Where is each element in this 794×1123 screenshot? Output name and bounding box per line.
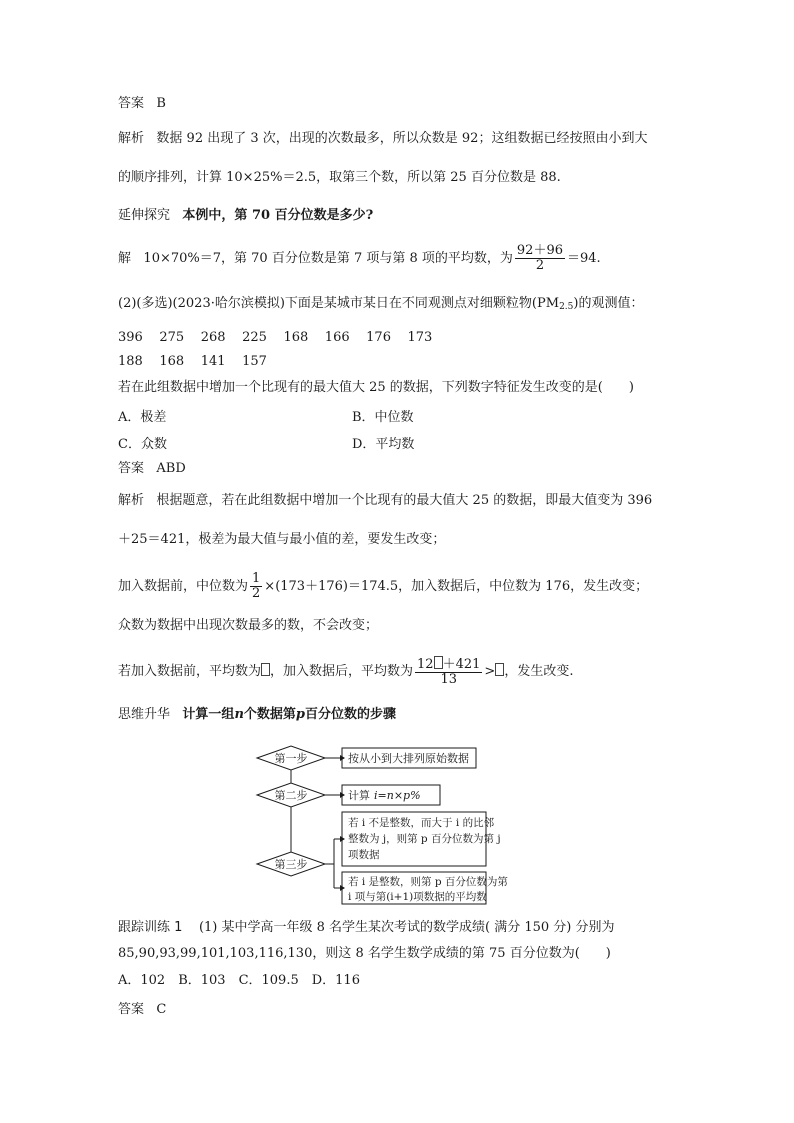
data-value: 168 <box>159 354 185 369</box>
extension-line <box>118 208 373 224</box>
analysis-1-line-2: 的顺序排列，计算 10×25%＝2.5，取第三个数，所以第 25 百分位数是 88. <box>118 170 561 185</box>
option-c: C．众数 <box>118 437 167 452</box>
analysis-2-line-4: 众数为数据中出现次数最多的数，不会改变； <box>118 618 379 633</box>
var-p: p <box>295 707 305 722</box>
box-2-formula: i=n×p% <box>374 789 421 802</box>
fraction-denominator: 2 <box>535 258 545 273</box>
answer-label: 答案 <box>118 1002 145 1017</box>
data-value: 173 <box>407 330 433 345</box>
training-line-1 <box>118 920 615 936</box>
summary-label: 思维升华 <box>118 707 171 722</box>
box-3-line-1: 若 i 不是整数，而大于 i 的比邻 <box>348 817 495 829</box>
fraction-denominator: 2 <box>252 586 261 601</box>
step-2-label: 第二步 <box>274 789 308 802</box>
answer-label: 答案 <box>118 96 145 111</box>
summary-line <box>118 707 396 723</box>
answer-value: C <box>156 1002 167 1017</box>
missing-glyph-icon <box>495 663 504 676</box>
analysis-2-line-1 <box>118 493 652 509</box>
answer-line-3 <box>118 1002 166 1018</box>
training-line-2: 85,90,93,99,101,103,116,130，则这 8 名学生数学成绩的第 75 百分位数为( ) <box>118 946 611 961</box>
missing-glyph-icon <box>261 663 270 676</box>
answer-line-1 <box>118 96 166 112</box>
question-2-text-end: )的观测值： <box>573 296 644 311</box>
fraction-denominator: 13 <box>440 672 457 687</box>
box-3-line-2: 整数为 j，则第 p 百分位数为第 j <box>348 833 501 845</box>
question-2-text: (2)(多选)(2023·哈尔滨模拟)下面是某城市某日在不同观测点对细颗粒物(PM <box>118 296 560 311</box>
mean-fraction <box>415 656 482 687</box>
analysis-2-line-3 <box>118 572 648 601</box>
option-b: B．中位数 <box>352 410 414 425</box>
data-value: 157 <box>242 354 267 369</box>
training-text: (1) 某中学高一年级 8 名学生某次考试的数学成绩( 满分 150 分) 分别为 <box>198 920 615 935</box>
step-1-label: 第一步 <box>274 752 308 765</box>
greater-than: > <box>484 664 496 679</box>
summary-part: 百分位数的步骤 <box>305 707 397 722</box>
box-2-text <box>348 788 421 802</box>
solution-line <box>118 244 601 273</box>
analysis-label: 解析 <box>118 493 145 508</box>
summary-part: 个数据第 <box>243 707 296 722</box>
mean-text: 若加入数据前，平均数为 <box>118 664 262 679</box>
training-label: 跟踪训练 1 <box>118 920 183 935</box>
analysis-text: 根据题意，若在此组数据中增加一个比现有的最大值大 25 的数据，即最大值变为 396 <box>156 493 653 508</box>
percentile-flowchart <box>250 738 508 910</box>
data-value: 268 <box>200 330 226 345</box>
solution-result: ＝94. <box>567 251 601 266</box>
box-2-prefix: 计算 <box>348 789 370 802</box>
data-value: 166 <box>324 330 350 345</box>
fraction-numerator: 92＋96 <box>516 243 563 258</box>
analysis-1-line-1 <box>118 131 647 147</box>
mean-text-mid: ，加入数据后，平均数为 <box>270 664 414 679</box>
analysis-2-line-5 <box>118 656 573 687</box>
box-1-text: 按从小到大排列原始数据 <box>348 752 469 765</box>
training-options: A．102 B．103 C．109.5 D．116 <box>118 973 360 988</box>
fraction-numerator <box>415 656 482 673</box>
data-value: 275 <box>159 330 185 345</box>
median-text-end: ×(173＋176)＝174.5，加入数据后，中位数为 176，发生改变； <box>264 579 649 594</box>
question-2-stem: 若在此组数据中增加一个比现有的最大值大 25 的数据，下列数字特征发生改变的是( ) <box>118 380 634 395</box>
analysis-2-line-2: ＋25＝421，极差为最大值与最小值的差，要发生改变； <box>118 532 446 547</box>
solution-label: 解 <box>118 251 132 266</box>
box-3-line-3: 项数据 <box>348 849 380 861</box>
data-row-2 <box>118 354 267 370</box>
box-4-line-1: 若 i 是整数，则第 p 百分位数为第 <box>348 876 508 888</box>
median-text: 加入数据前，中位数为 <box>118 579 249 594</box>
summary-text <box>182 707 396 722</box>
question-2-line <box>118 296 643 315</box>
data-row-1 <box>118 330 432 346</box>
data-value: 141 <box>200 354 226 369</box>
answer-line-2 <box>118 461 186 477</box>
data-value: 188 <box>118 354 143 369</box>
answer-label: 答案 <box>118 461 145 476</box>
step-3-label: 第三步 <box>274 858 308 871</box>
summary-part: 计算一组 <box>182 707 235 722</box>
answer-value: B <box>156 96 166 111</box>
pm-subscript: 2.5 <box>559 302 574 312</box>
solution-text: 10×70%＝7，第 70 百分位数是第 7 项与第 8 项的平均数，为 <box>143 251 513 266</box>
extension-label: 延伸探究 <box>118 208 171 223</box>
option-d: D．平均数 <box>352 437 415 452</box>
answer-value: ABD <box>156 461 186 476</box>
missing-glyph-icon <box>434 656 443 669</box>
fraction-numerator: 1 <box>252 571 261 586</box>
option-a: A．极差 <box>118 410 167 425</box>
half-fraction <box>250 572 262 601</box>
solution-fraction <box>515 244 565 273</box>
numerator-part: ＋421 <box>442 657 481 672</box>
var-n: n <box>234 707 244 722</box>
data-value: 176 <box>366 330 391 345</box>
mean-text-end: ，发生改变. <box>504 664 574 679</box>
data-value: 396 <box>118 330 143 345</box>
analysis-label: 解析 <box>118 131 145 146</box>
box-4-line-2: i 项与第(i+1)项数据的平均数 <box>348 891 487 903</box>
analysis-text: 数据 92 出现了 3 次，出现的次数最多，所以众数是 92；这组数据已经按照由小到大 <box>156 131 648 146</box>
extension-question: 本例中，第 70 百分位数是多少? <box>182 208 374 223</box>
numerator-part: 12 <box>417 657 434 672</box>
data-value: 168 <box>283 330 309 345</box>
data-value: 225 <box>242 330 267 345</box>
